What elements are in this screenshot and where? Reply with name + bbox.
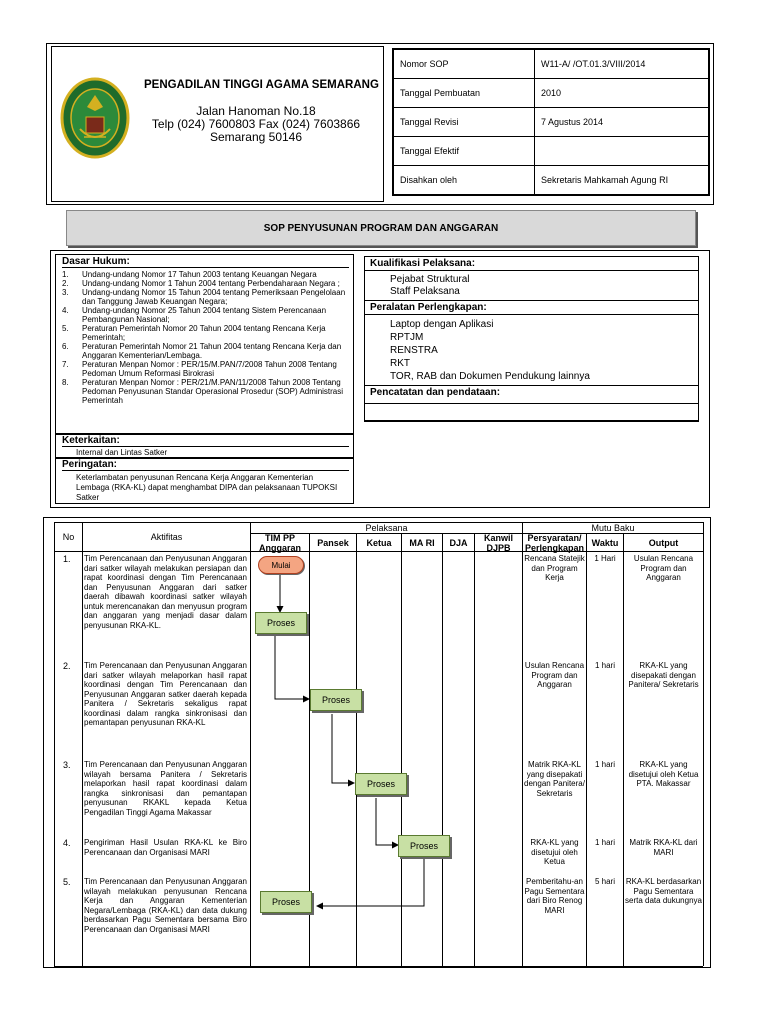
dasar-hukum-heading: Dasar Hukum:: [62, 256, 349, 268]
item-text: Undang-undang Nomor 15 Tahun 2004 tentang Pemeriksaan Pengelolaan dan Tanggung Jawab Keuangan Negara;: [82, 288, 346, 306]
item-number: 1.: [62, 270, 69, 279]
col-header-no: No: [62, 532, 75, 542]
meta-label: Tanggal Revisi: [394, 108, 535, 137]
keterkaitan-heading: Keterkaitan:: [62, 435, 349, 447]
col-header-dja: DJA: [449, 538, 468, 548]
meta-value: 7 Agustus 2014: [535, 108, 709, 137]
row-aktifitas: Tim Perencanaan dan Penyusunan Anggaran dari satker wilayah melaporkan hasil rapat koordinasi dengan Tim Perencanaan dan Penyusunan Anggaran satker daerah kepada Panitera / Sekretaris sekaligus rapat koordinasi dalam rangka sinkronisasi dan pemantapan penyusunan RKA-KL: [84, 661, 247, 727]
row-output: RKA-KL berdasarkan Pagu Sementara serta data dukungnya: [625, 877, 702, 905]
kualifikasi-heading: Kualifikasi Pelaksana:: [365, 257, 698, 271]
address-line: Jalan Hanoman No.18: [196, 104, 316, 118]
item-text: Undang-undang Nomor 1 Tahun 2004 tentang Perbendaharaan Negara ;: [82, 279, 340, 288]
peralatan-item: RKT: [390, 358, 410, 369]
row-persyaratan: Matrik RKA-KL yang disepakati dengan Panitera/ Sekretaris: [524, 760, 585, 798]
row-number: 4.: [63, 838, 71, 848]
peralatan-item: TOR, RAB dan Dokumen Pendukung lainnya: [390, 371, 590, 382]
col-header-aktifitas: Aktifitas: [150, 532, 183, 542]
peringatan-text: Keterlambatan penyusunan Rencana Kerja Anggaran Kementerian Lembaga (RKA-KL) dapat menghambat DIPA dan pelaksanaan TUPOKSI Satker: [76, 473, 338, 502]
col-header-ketua: Ketua: [366, 538, 392, 548]
peralatan-heading: Peralatan Perlengkapan:: [365, 300, 698, 315]
row-output: Usulan Rencana Program dan Anggaran: [633, 554, 694, 582]
col-header-pelaksana: Pelaksana: [365, 523, 408, 533]
col-header-persyaratan: Persyaratan/ Perlengkapan: [524, 533, 585, 553]
item-text: Peraturan Pemerintah Nomor 20 Tahun 2004 tentang Rencana Kerja Pemerintah;: [82, 324, 326, 342]
row-waktu: 1 Hari: [594, 554, 616, 563]
item-number: 6.: [62, 342, 69, 351]
item-number: 3.: [62, 288, 69, 297]
flow-process-node: Proses: [398, 835, 450, 857]
flow-process-node: Proses: [310, 689, 362, 711]
item-number: 2.: [62, 279, 69, 288]
kualifikasi-item: Pejabat Struktural: [390, 274, 470, 285]
row-persyaratan: RKA-KL yang disetujui oleh Ketua: [530, 838, 579, 866]
phone-fax-line: Telp (024) 7600803 Fax (024) 7603866: [151, 117, 361, 131]
item-text: Peraturan Menpan Nomor : PER/21/M.PAN/11/2008 Tahun 2008 Tentang Pedoman Penyusunan Standar Operasional Prosedur (SOP) Administrasi Pemerintah: [82, 378, 344, 405]
keterkaitan-text: Internal dan Lintas Satker: [76, 448, 168, 457]
row-output: Matrik RKA-KL dari MARI: [629, 838, 698, 857]
peralatan-item: RENSTRA: [390, 345, 438, 356]
flow-start-node: Mulai: [258, 556, 304, 574]
row-waktu: 1 hari: [594, 760, 615, 769]
row-output: RKA-KL yang disepakati dengan Panitera/ Sekretaris: [628, 661, 699, 689]
col-header-kanwil: Kanwil DJPB: [483, 533, 513, 553]
row-number: 1.: [63, 554, 71, 564]
row-aktifitas: Pengiriman Hasil Usulan RKA-KL ke Biro Perencanaan dan Organisasi MARI: [84, 838, 247, 857]
row-aktifitas: Tim Perencanaan dan Penyusunan Anggaran wilayah bersama Panitera / Sekretaris melaporkan hasil rapat koordinasi dalam rangka sinkronisasi dan pemantapan penyusunan RKAKL kepada Ketua Pengadilan Tinggi Agama Makassar: [84, 760, 247, 817]
col-header-pansek: Pansek: [317, 538, 349, 548]
peringatan-heading: Peringatan:: [62, 459, 349, 471]
col-header-output: Output: [648, 538, 679, 548]
meta-value: Sekretaris Mahkamah Agung RI: [535, 166, 709, 195]
item-number: 4.: [62, 306, 69, 315]
item-number: 7.: [62, 360, 69, 369]
item-text: Peraturan Menpan Nomor : PER/15/M.PAN/7/2008 Tahun 2008 Tentang Pedoman Umum Reformasi Birokrasi: [82, 360, 337, 378]
flow-process-node: Proses: [255, 612, 307, 634]
row-persyaratan: Rencana Statejik dan Program Kerja: [524, 554, 585, 582]
col-header-mutu-baku: Mutu Baku: [591, 523, 635, 533]
kualifikasi-item: Staff Pelaksana: [390, 286, 460, 297]
peralatan-item: RPTJM: [390, 332, 424, 343]
col-header-timpp: TIM PP Anggaran: [258, 533, 301, 553]
meta-label: Disahkan oleh: [394, 166, 535, 195]
flow-process-node: Proses: [260, 891, 312, 913]
row-output: RKA-KL yang disetujui oleh Ketua PTA. Makassar: [628, 760, 699, 788]
meta-value: 2010: [535, 79, 709, 108]
institution-name: PENGADILAN TINGGI AGAMA SEMARANG: [144, 79, 379, 91]
item-text: Undang-undang Nomor 25 Tahun 2004 tentang Sistem Perencanaan Pembangunan Nasional;: [82, 306, 327, 324]
meta-label: Nomor SOP: [394, 50, 535, 79]
flow-process-node: Proses: [355, 773, 407, 795]
row-aktifitas: Tim Perencanaan dan Penyusunan Anggaran wilayah melakukan penyusunan Rencana Kerja dan Anggaran Kementerian Negara/Lembaga (RKA-KL) dan data dukung berdasarkan Pagu Sementara bersama Biro Perencanaan dan Organisasi MARI: [84, 877, 247, 934]
city-line: Semarang 50146: [209, 130, 303, 144]
row-persyaratan: Pemberitahu-an Pagu Sementara dari Biro Renog MARI: [524, 877, 585, 915]
item-text: Undang-undang Nomor 17 Tahun 2003 tentang Keuangan Negara: [82, 270, 317, 279]
meta-label: Tanggal Efektif: [394, 137, 535, 166]
col-header-mari: MA RI: [409, 538, 435, 548]
row-waktu: 1 hari: [594, 661, 615, 670]
item-number: 8.: [62, 378, 69, 387]
row-waktu: 5 hari: [594, 877, 615, 886]
meta-value: W11-A/ /OT.01.3/VIII/2014: [535, 50, 709, 79]
row-waktu: 1 hari: [594, 838, 615, 847]
meta-label: Tanggal Pembuatan: [394, 79, 535, 108]
page-title: SOP PENYUSUNAN PROGRAM DAN ANGGARAN: [66, 210, 696, 246]
item-text: Peraturan Pemerintah Nomor 21 Tahun 2004 tentang Rencana Kerja dan Anggaran Kementerian/Lembaga.: [82, 342, 342, 360]
item-number: 5.: [62, 324, 69, 333]
row-number: 2.: [63, 661, 71, 671]
row-number: 5.: [63, 877, 71, 887]
pencatatan-heading: Pencatatan dan pendataan:: [365, 385, 698, 399]
row-aktifitas: Tim Perencanaan dan Penyusunan Anggaran dari satker wilayah melakukan persiapan dan rapat koordinasi dengan Tim Perencanaan dan Penyusunan Anggaran dari satker daerah dibawah koordinasi satker wilayah untuk merencanakan dan menyusun program dan anggaran yang menjadi dasar dalam penyusunan RKA-KL.: [84, 554, 247, 630]
row-persyaratan: Usulan Rencana Program dan Anggaran: [524, 661, 585, 689]
peralatan-item: Laptop dengan Aplikasi: [390, 319, 494, 330]
row-number: 3.: [63, 760, 71, 770]
col-header-waktu: Waktu: [591, 538, 619, 548]
